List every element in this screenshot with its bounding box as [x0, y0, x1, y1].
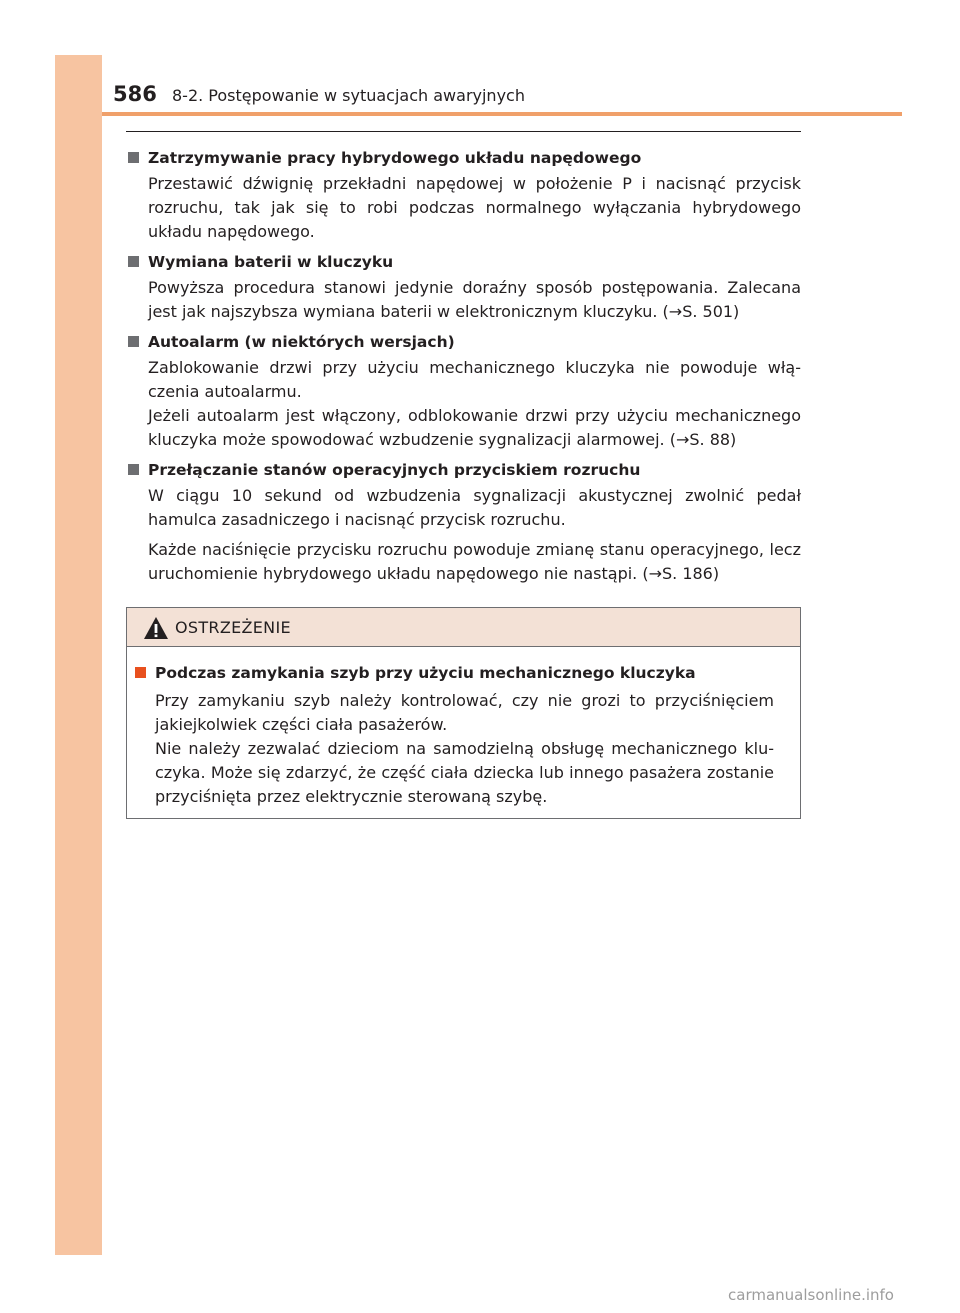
paragraph: Każde naciśnięcie przycisku rozruchu powoduje zmianę stanu operacyjnego, lecz uruchomienie hybrydowego układu napędowego nie nastąpi. (→S. 186) [148, 540, 801, 583]
header-band [102, 55, 902, 115]
warning-triangle-icon [143, 616, 169, 640]
chapter-title: 8-2. Postępowanie w sytuacjach awaryjnych [172, 86, 525, 105]
header-rule [126, 131, 801, 132]
paragraph: Jeżeli autoalarm jest włączony, odblokowanie drzwi przy użyciu mechanicznego kluczyka może spowodować wzbudzenie sygnalizacji alarmowej. (→S. 88) [148, 406, 801, 449]
paragraph: W ciągu 10 sekund od wzbudzenia sygnalizacji akustycznej zwolnić pedał hamulca zasadniczego i nacisnąć przycisk rozruchu. [148, 486, 801, 529]
warning-paragraph: Przy zamykaniu szyb należy kontrolować, czy nie grozi to przyciśnięciem jakiejkolwiek części ciała pasażerów. [155, 691, 774, 734]
section-heading [126, 250, 801, 274]
section-heading [126, 146, 801, 170]
watermark: carmanualsonline.info [728, 1286, 894, 1304]
paragraph: Zablokowanie drzwi przy użyciu mechanicznego kluczyka nie powoduje włą-czenia autoalarmu. [148, 358, 801, 401]
header-accent-line [102, 112, 902, 116]
warning-heading [133, 661, 774, 685]
square-bullet-icon [128, 256, 139, 267]
section-heading-text: Wymiana baterii w kluczyku [148, 253, 394, 271]
side-color-band [55, 55, 102, 1255]
section-autoalarm [126, 330, 801, 452]
square-bullet-icon [128, 464, 139, 475]
warning-body [127, 647, 800, 809]
square-bullet-icon [128, 152, 139, 163]
warning-box [126, 607, 801, 819]
warning-paragraph: Nie należy zezwalać dzieciom na samodzielną obsługę mechanicznego klu-czyka. Może się zdarzyć, że część ciała dziecka lub innego pasażera zostanie przyciśnięta przez elektrycznie sterowaną szybę. [155, 739, 774, 806]
paragraph: Przestawić dźwignię przekładni napędowej w położenie P i nacisnąć przycisk rozruchu, tak jak się to robi podczas normalnego wyłączania hybrydowego układu napędowego. [148, 174, 801, 241]
warning-title: OSTRZEŻENIE [175, 618, 291, 637]
section-heading [126, 330, 801, 354]
section-heading-text: Przełączanie stanów operacyjnych przyciskiem rozruchu [148, 461, 641, 479]
warning-header [127, 608, 800, 647]
section-heading-text: Zatrzymywanie pracy hybrydowego układu napędowego [148, 149, 642, 167]
page-number: 586 [113, 82, 157, 106]
section-stop-hybrid [126, 146, 801, 244]
paragraph: Powyższa procedura stanowi jedynie doraźny sposób postępowania. Zalecana jest jak najszybsza wymiana baterii w elektronicznym kluczyku. (→S. 501) [148, 278, 801, 321]
square-bullet-icon [128, 336, 139, 347]
section-battery-replace [126, 250, 801, 324]
section-heading-text: Autoalarm (w niektórych wersjach) [148, 333, 455, 351]
square-bullet-icon [135, 667, 146, 678]
main-content [126, 146, 801, 592]
warning-heading-text: Podczas zamykania szyb przy użyciu mechanicznego kluczyka [155, 664, 696, 682]
section-heading [126, 458, 801, 482]
section-start-button-modes [126, 458, 801, 586]
